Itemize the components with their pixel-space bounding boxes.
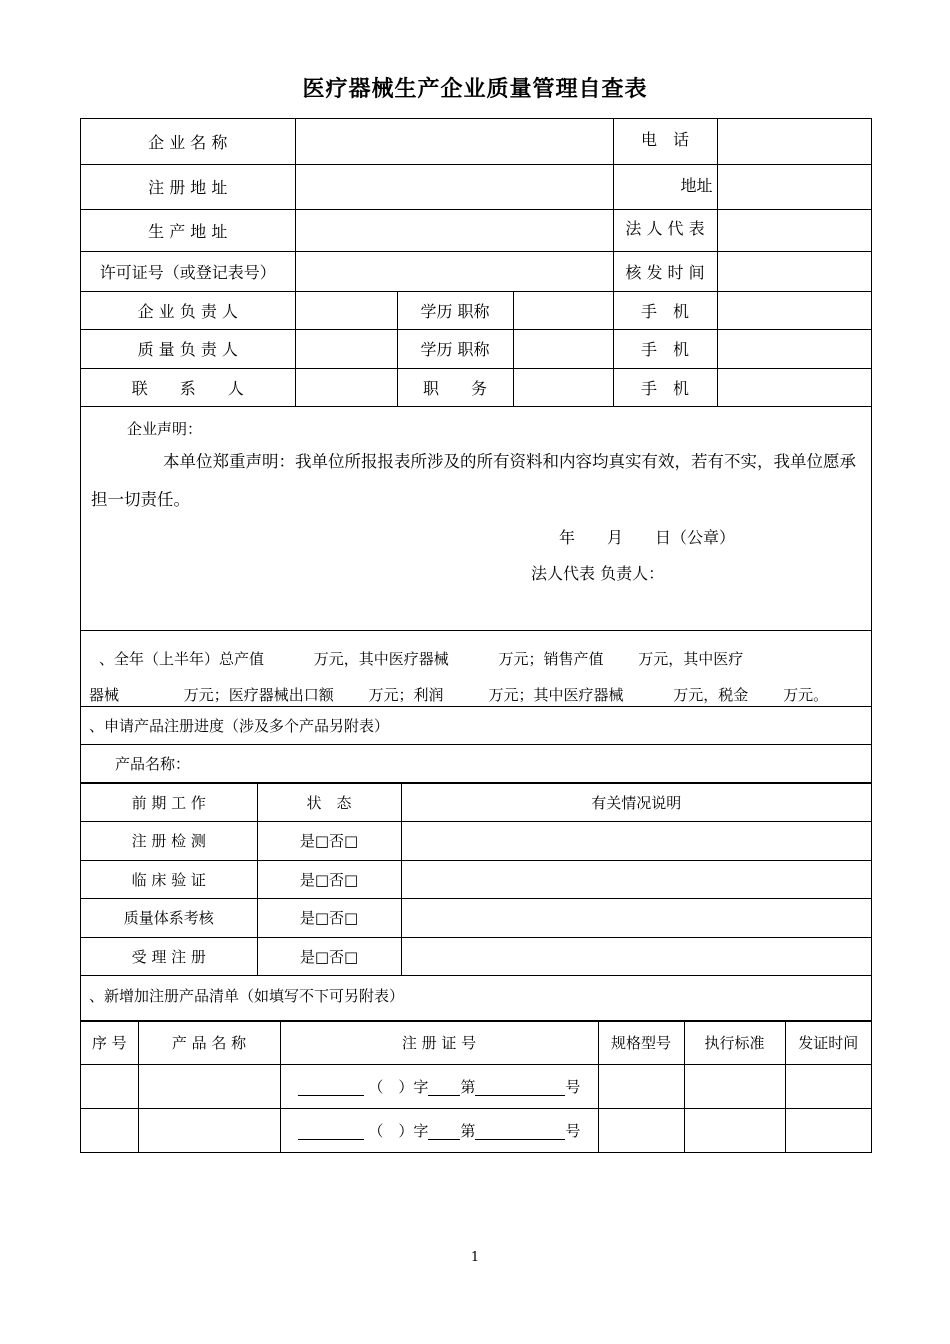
legal-rep-label: 法 人 代 表 (613, 209, 717, 251)
position-label: 职 务 (397, 368, 513, 406)
company-head-edu-field[interactable] (513, 291, 613, 329)
stage-label: 注 册 检 测 (81, 821, 257, 860)
company-name-field[interactable] (295, 119, 613, 164)
table-row (81, 898, 871, 937)
std-cell[interactable] (684, 1064, 785, 1108)
registration-heading: 、申请产品注册进度（涉及多个产品另附表） (81, 707, 871, 745)
company-head-label: 企 业 负 责 人 (81, 291, 295, 329)
quality-head-label: 质 量 负 责 人 (81, 329, 295, 368)
notes-field[interactable] (401, 937, 871, 975)
table-row (81, 821, 871, 860)
stage-label: 质量体系考核 (81, 898, 257, 937)
declaration-body: 本单位郑重声明：我单位所报报表所涉及的所有资料和内容均真实有效，若有不实，我单位愿承担一切责任。 (91, 451, 856, 509)
reg-address-label: 注 册 地 址 (81, 164, 295, 209)
address-label: 地址 (613, 164, 717, 209)
date-cell[interactable] (785, 1108, 871, 1152)
prod-address-label: 生 产 地 址 (81, 209, 295, 251)
cert-di: 第 (460, 1121, 476, 1140)
cert-di: 第 (460, 1077, 476, 1096)
stage-label: 临 床 验 证 (81, 860, 257, 898)
quality-head-field[interactable] (295, 329, 397, 368)
cert-blank (428, 1138, 460, 1140)
quality-head-edu-label: 学历 职称 (397, 329, 513, 368)
name-cell[interactable] (138, 1064, 280, 1108)
new-products-heading: 、新增加注册产品清单（如填写不下可另附表） (81, 976, 871, 1021)
cert-number-cell[interactable] (280, 1064, 598, 1108)
declaration-heading: 企业声明： (127, 419, 203, 438)
status-checkboxes[interactable]: 是□否□ (257, 937, 401, 975)
notes-field[interactable] (401, 898, 871, 937)
position-field[interactable] (513, 368, 613, 406)
table-row (81, 1108, 871, 1152)
company-head-mobile-label: 手 机 (613, 291, 717, 329)
table-row (81, 1064, 871, 1108)
cert-blank (428, 1094, 460, 1096)
cert-blank (298, 1094, 364, 1096)
product-name-label[interactable]: 产品名称： (81, 745, 871, 783)
stage-label: 受 理 注 册 (81, 937, 257, 975)
cert-hao: 号 (565, 1077, 581, 1096)
date-cell[interactable] (785, 1064, 871, 1108)
notes-field[interactable] (401, 821, 871, 860)
legal-rep-field[interactable] (717, 209, 871, 251)
output-line-1: 、全年（上半年）总产值 万元，其中医疗器械 万元；销售产值 万元，其中医疗 (99, 649, 744, 668)
issue-date-field[interactable] (717, 251, 871, 291)
license-field[interactable] (295, 251, 613, 291)
name-cell[interactable] (138, 1108, 280, 1152)
table-row (81, 937, 871, 975)
license-label: 许可证号（或登记表号） (81, 251, 295, 291)
col-spec-header: 规格型号 (598, 1021, 684, 1064)
contact-mobile-label: 手 机 (613, 368, 717, 406)
page-title: 医疗器械生产企业质量管理自查表 (302, 77, 648, 102)
contact-label: 联 系 人 (81, 368, 295, 406)
new-products-table (81, 1021, 871, 1153)
declaration-section (81, 407, 871, 631)
notes-field[interactable] (401, 860, 871, 898)
status-checkboxes[interactable]: 是□否□ (257, 821, 401, 860)
output-line-2: 器械 万元；医疗器械出口额 万元；利润 万元；其中医疗器械 万元，税金 万元。 (89, 685, 829, 704)
col-date-header: 发证时间 (785, 1021, 871, 1064)
status-checkboxes[interactable]: 是□否□ (257, 898, 401, 937)
company-head-edu-label: 学历 职称 (397, 291, 513, 329)
cert-paren: （ ）字 (368, 1077, 429, 1096)
quality-head-mobile-field[interactable] (717, 329, 871, 368)
phone-label: 电 话 (613, 119, 717, 164)
cert-hao: 号 (565, 1121, 581, 1140)
quality-head-edu-field[interactable] (513, 329, 613, 368)
col-cert-header: 注 册 证 号 (280, 1021, 598, 1064)
declaration-date: 年 月 日（公章） (559, 527, 736, 547)
cert-blank (475, 1094, 565, 1096)
self-check-form (80, 118, 872, 1153)
cert-blank (475, 1138, 565, 1140)
registration-progress-table (81, 783, 871, 976)
company-head-field[interactable] (295, 291, 397, 329)
spec-cell[interactable] (598, 1064, 684, 1108)
col-notes-header: 有关情况说明 (401, 783, 871, 821)
reg-address-field[interactable] (295, 164, 613, 209)
company-name-label: 企 业 名 称 (81, 119, 295, 164)
col-status-header: 状 态 (257, 783, 401, 821)
no-cell[interactable] (81, 1064, 138, 1108)
company-head-mobile-field[interactable] (717, 291, 871, 329)
issue-date-label: 核 发 时 间 (613, 251, 717, 291)
table-row (81, 860, 871, 898)
contact-mobile-field[interactable] (717, 368, 871, 406)
col-name-header: 产 品 名 称 (138, 1021, 280, 1064)
col-no-header: 序 号 (81, 1021, 138, 1064)
col-stage-header: 前 期 工 作 (81, 783, 257, 821)
cert-blank (298, 1138, 364, 1140)
col-std-header: 执行标准 (684, 1021, 785, 1064)
cert-number-cell[interactable] (280, 1108, 598, 1152)
address-field[interactable] (717, 164, 871, 209)
declaration-signers: 法人代表 负责人： (531, 563, 665, 583)
quality-head-mobile-label: 手 机 (613, 329, 717, 368)
spec-cell[interactable] (598, 1108, 684, 1152)
prod-address-field[interactable] (295, 209, 613, 251)
cert-paren: （ ）字 (368, 1121, 429, 1140)
contact-field[interactable] (295, 368, 397, 406)
no-cell[interactable] (81, 1108, 138, 1152)
output-section (81, 631, 871, 707)
page-number: 1 (470, 1250, 480, 1265)
std-cell[interactable] (684, 1108, 785, 1152)
status-checkboxes[interactable]: 是□否□ (257, 860, 401, 898)
basic-info-table (81, 119, 871, 407)
phone-field[interactable] (717, 119, 871, 164)
